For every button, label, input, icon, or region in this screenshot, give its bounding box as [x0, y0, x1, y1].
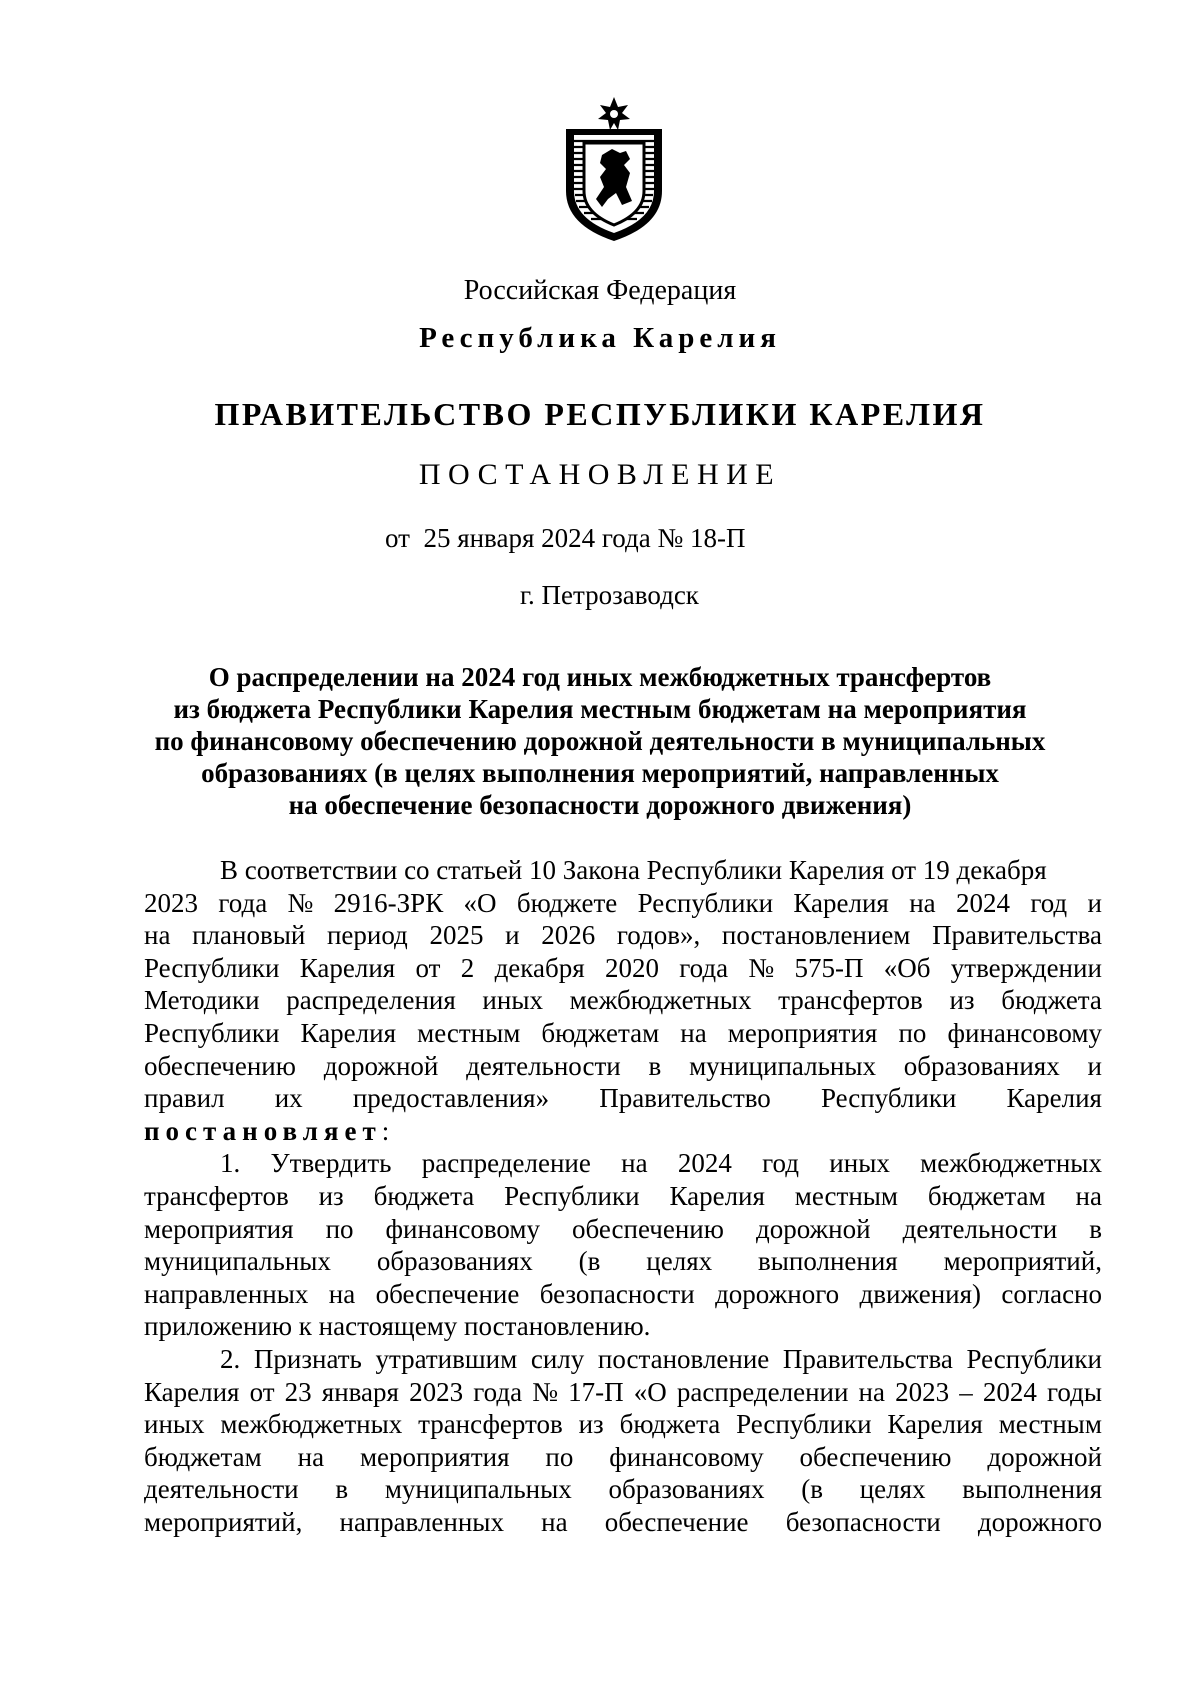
word: по [545, 1441, 574, 1472]
word: иных [829, 1148, 890, 1179]
word: направленных [144, 1278, 309, 1309]
body-line [144, 1245, 1102, 1278]
word: согласно [1001, 1278, 1102, 1309]
word: Утвердить [270, 1148, 392, 1179]
resolves-colon: : [381, 1115, 390, 1146]
word: дорожного [715, 1278, 840, 1309]
word: Правительство [599, 1083, 771, 1114]
word: бюджета [619, 1409, 721, 1440]
word: Республики [966, 1343, 1102, 1374]
word: года [679, 952, 729, 983]
word: на [621, 1148, 648, 1179]
word: Признать [253, 1343, 362, 1374]
word: целях [646, 1246, 713, 1277]
word: Республики [637, 887, 774, 918]
word: на [144, 920, 171, 951]
word: обеспечению [799, 1441, 952, 1472]
word: иных [482, 985, 543, 1016]
word: и [1087, 887, 1102, 918]
word: в [1089, 1213, 1102, 1244]
word: 2916-ЗРК [333, 887, 444, 918]
word: муниципальных [144, 1246, 331, 1277]
word: предоставления» [352, 1083, 550, 1114]
word: Республики [736, 1409, 872, 1440]
word: иных [144, 1409, 205, 1440]
karelia-coat-of-arms-icon [560, 95, 668, 243]
word: 17-П [568, 1376, 624, 1407]
word: на [328, 1278, 356, 1309]
word: обеспечению [572, 1213, 724, 1244]
word: по [898, 1017, 927, 1048]
word: трансфертов [144, 1180, 289, 1211]
body-line [144, 919, 1102, 952]
word: дорожной [323, 1050, 439, 1081]
word: – [959, 1376, 973, 1407]
word: на [909, 887, 936, 918]
word: Республики [504, 1180, 640, 1211]
word: бюджета [1001, 985, 1102, 1016]
word: года [218, 887, 268, 918]
document-date-number: от 25 января 2024 года № 18-П [385, 523, 746, 553]
word: 1. [220, 1148, 241, 1179]
word: от [415, 952, 441, 983]
word: декабря [494, 952, 585, 983]
body-line [144, 1180, 1102, 1213]
word: финансовому [385, 1213, 540, 1244]
word: выполнения [758, 1246, 898, 1277]
title-line: по финансовому обеспечению дорожной деятельности в муниципальных [154, 726, 1046, 756]
word: период [326, 920, 408, 951]
body-line [144, 1050, 1102, 1083]
word: постановление [597, 1343, 770, 1374]
word: дорожной [987, 1441, 1102, 1472]
word: движения) [859, 1278, 982, 1309]
word: мероприятий, [144, 1506, 303, 1537]
word: «О [463, 887, 497, 918]
word: бюджете [516, 887, 618, 918]
word: правил [144, 1083, 225, 1114]
document-type: ПОСТАНОВЛЕНИЕ [418, 458, 782, 491]
word: на [297, 1441, 325, 1472]
word: на [858, 1376, 885, 1407]
word: силу [530, 1343, 585, 1374]
body-line: В соответствии со статьей 10 Закона Республики Карелия от 19 декабря [220, 855, 1047, 885]
word: № [287, 887, 314, 918]
word: 2023 [409, 1376, 464, 1407]
word: 2026 [541, 920, 596, 951]
word: межбюджетных [920, 1148, 1102, 1179]
word: по [325, 1213, 354, 1244]
body-line [144, 1017, 1102, 1050]
word: образованиях [903, 1050, 1060, 1081]
title-line: О распределении на 2024 год иных межбюджетных трансфертов [208, 662, 992, 692]
word: «Об [883, 952, 931, 983]
word: постановлением [721, 920, 911, 951]
word: утверждении [950, 952, 1102, 983]
word: образованиях [376, 1246, 533, 1277]
word: безопасности [785, 1506, 941, 1537]
word: их [274, 1083, 303, 1114]
word: мероприятий, [943, 1246, 1102, 1277]
body-line [144, 1343, 1102, 1376]
word: трансфертов [418, 1409, 563, 1440]
word: бюджета [373, 1180, 475, 1211]
word: направленных [339, 1506, 504, 1537]
word: и [1087, 1050, 1102, 1081]
word: обеспечению [144, 1050, 296, 1081]
word: в [648, 1050, 662, 1081]
word: годы [1046, 1376, 1102, 1407]
word: 2024 [982, 1376, 1037, 1407]
word: местным [417, 1017, 521, 1048]
word: деятельности [144, 1474, 299, 1505]
word: Правительства [932, 920, 1102, 951]
word: 2023 [895, 1376, 950, 1407]
word: бюджетам [144, 1441, 262, 1472]
word: и [505, 920, 520, 951]
word: трансфертов [778, 985, 923, 1016]
word: января [321, 1376, 399, 1407]
body-line [144, 1213, 1102, 1246]
word: безопасности [539, 1278, 695, 1309]
body-line [144, 1376, 1102, 1409]
word: мероприятия [359, 1441, 510, 1472]
word: 575-П [794, 952, 864, 983]
word: образованиях [608, 1474, 765, 1505]
word: в [335, 1474, 349, 1505]
word: муниципальных [689, 1050, 876, 1081]
word: из [949, 985, 975, 1016]
body-line [144, 1082, 1102, 1115]
word: финансовому [947, 1017, 1102, 1048]
word: 2023 [144, 887, 198, 918]
word: распределении [676, 1376, 849, 1407]
word: год [762, 1148, 800, 1179]
word: 2025 [429, 920, 484, 951]
word: (в [578, 1246, 601, 1277]
word: обеспечение [375, 1278, 520, 1309]
body-line [144, 1506, 1102, 1539]
word: межбюджетных [220, 1409, 403, 1440]
word: Республики [820, 1083, 957, 1114]
word: бюджетам [541, 1017, 660, 1048]
title-line: из бюджета Республики Карелия местным бюджетам на мероприятия [173, 694, 1027, 724]
word: Карелия [793, 887, 889, 918]
word: межбюджетных [569, 985, 752, 1016]
word: местным [998, 1409, 1102, 1440]
word: деятельности [902, 1213, 1058, 1244]
body-line [144, 1115, 1102, 1148]
word: на [680, 1017, 707, 1048]
word: от [249, 1376, 275, 1407]
word: Республики [144, 952, 280, 983]
word: выполнения [962, 1474, 1102, 1505]
word: дорожной [755, 1213, 871, 1244]
republic-name: Республика Карелия [419, 322, 781, 354]
word: плановый [192, 920, 306, 951]
country-name: Российская Федерация [463, 275, 737, 306]
word: (в [801, 1474, 823, 1505]
word: Карелия [1006, 1083, 1102, 1114]
word: из [318, 1180, 344, 1211]
word: на [1075, 1180, 1102, 1211]
word: 2024 [955, 887, 1010, 918]
word: местным [794, 1180, 898, 1211]
word: 2 [460, 952, 475, 983]
word: 2. [220, 1343, 241, 1374]
document-body [144, 854, 1102, 1538]
word: муниципальных [384, 1474, 572, 1505]
body-line [144, 1278, 1102, 1311]
resolves-word: постановляет [144, 1115, 382, 1146]
word: финансовому [609, 1441, 764, 1472]
word: бюджетам [927, 1180, 1046, 1211]
document-city: г. Петрозаводск [520, 580, 699, 610]
word: 2020 [604, 952, 659, 983]
word: на [541, 1506, 568, 1537]
body-line [144, 1408, 1102, 1441]
word: обеспечение [604, 1506, 749, 1537]
word: № [532, 1376, 558, 1407]
body-line [144, 1473, 1102, 1506]
word: 2024 [677, 1148, 732, 1179]
word: года [473, 1376, 523, 1407]
body-line [144, 1441, 1102, 1474]
word: целях [859, 1474, 926, 1505]
word: Правительства [782, 1343, 953, 1374]
word: Карелия [300, 1017, 397, 1048]
word: Методики [144, 985, 260, 1016]
word: деятельности [466, 1050, 621, 1081]
body-line [144, 984, 1102, 1017]
word: № [748, 952, 775, 983]
word: «О [633, 1376, 667, 1407]
word: мероприятия [144, 1213, 294, 1244]
body-line [144, 1147, 1102, 1180]
word: Республики [144, 1017, 280, 1048]
body-line: приложению к настоящему постановлению. [144, 1311, 651, 1342]
word: распределение [421, 1148, 591, 1179]
word: распределения [286, 985, 456, 1016]
title-line: на обеспечение безопасности дорожного движения) [288, 790, 912, 820]
body-line [144, 887, 1102, 920]
title-line: образованиях (в целях выполнения мероприятий, направленных [201, 758, 999, 788]
word: утратившим [375, 1343, 518, 1374]
word: Карелия [144, 1376, 240, 1407]
word: год [1030, 887, 1068, 918]
document-title [0, 661, 1200, 821]
word: 23 [284, 1376, 312, 1407]
body-line [144, 952, 1102, 985]
government-name: ПРАВИТЕЛЬСТВО РЕСПУБЛИКИ КАРЕЛИЯ [214, 396, 986, 432]
word: годов», [616, 920, 701, 951]
word: Карелия [669, 1180, 765, 1211]
word: из [578, 1409, 604, 1440]
word: Карелия [299, 952, 396, 983]
word: дорожного [977, 1506, 1102, 1537]
word: Карелия [887, 1409, 983, 1440]
word: мероприятия [727, 1017, 878, 1048]
